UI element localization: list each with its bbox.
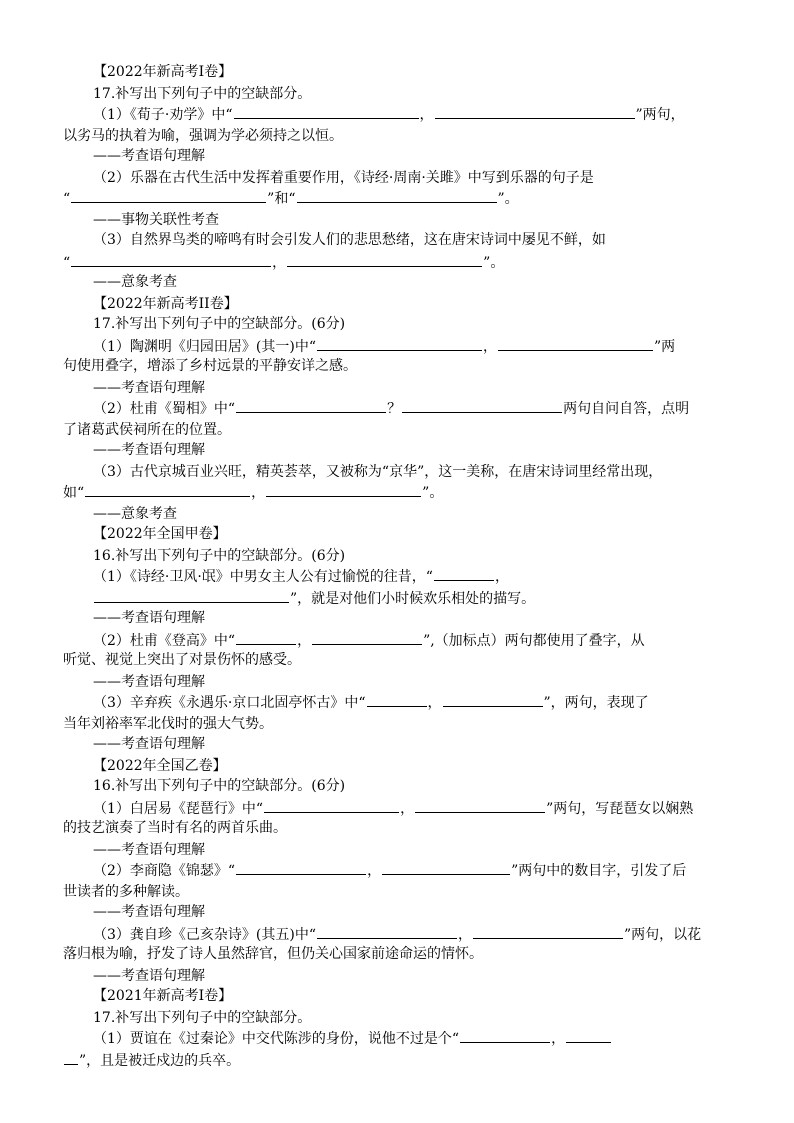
question-text: 世读者的多种解读。 (63, 884, 189, 900)
question-text: （2）杜甫《登高》中“ (93, 633, 236, 649)
blank-line[interactable] (64, 1050, 78, 1065)
question-text: ”两 (654, 339, 676, 355)
blank-line[interactable] (566, 1028, 611, 1043)
blank-line[interactable] (94, 588, 289, 603)
question-text: ， (419, 107, 434, 123)
question-text: ”两句，以花 (624, 927, 702, 943)
question-text: ”，就是对他们小时候欢乐相处的描写。 (290, 591, 536, 607)
question-text: ， (400, 801, 415, 817)
blank-line[interactable] (312, 630, 422, 645)
question-text: 了诸葛武侯祠所在的位置。 (63, 422, 231, 438)
question-line (63, 188, 519, 208)
question-text: ”两句， (635, 107, 685, 123)
question-text: （1）《诗经·卫风·氓》中男女主人公有过愉悦的往昔，“ (93, 569, 433, 585)
question-text: （1）陶渊明《归园田居》(其一)中“ (93, 339, 316, 355)
question-text: 句使用叠字，增添了乡村远景的平静安详之感。 (63, 358, 357, 374)
section-header: 【2022年全国甲卷】 (93, 526, 227, 542)
question-line (93, 1028, 612, 1048)
question-title: 17.补写出下列句子中的空缺部分。(6分) (93, 316, 346, 332)
question-text: （2）乐器在古代生活中发挥着重要作用，《诗经·周南·关雎》中写到乐器的句子是 (93, 170, 594, 186)
question-line (93, 104, 685, 124)
question-text: （3）龚自珍《己亥杂诗》(其五)中“ (93, 927, 316, 943)
question-text: ， (427, 695, 442, 711)
question-text: ， (494, 569, 509, 585)
question-line (63, 1050, 240, 1070)
question-text: （3）古代京城百业兴旺，精英荟萃，又被称为“京华”，这一美称，在唐宋诗词里经常出现， (93, 464, 663, 480)
blank-line[interactable] (266, 482, 421, 497)
question-text: ”,（加标点）两句都使用了叠字，从 (423, 633, 645, 649)
question-text: （3）辛弃疾《永遇乐·京口北固亭怀古》中“ (93, 695, 366, 711)
blank-line[interactable] (236, 398, 386, 413)
question-note: ——意象考查 (93, 506, 177, 522)
question-text: ”和“ (267, 191, 296, 207)
question-note: ——考查语句理解 (93, 610, 205, 626)
question-line (93, 692, 649, 712)
question-line (93, 924, 701, 944)
question-text: （1）贾谊在《过秦论》中交代陈涉的身份，说他不过是个“ (93, 1031, 460, 1047)
question-note: ——考查语句理解 (93, 442, 205, 458)
question-title: 16.补写出下列句子中的空缺部分。(6分) (93, 548, 346, 564)
question-note: ——事物关联性考查 (93, 212, 219, 228)
blank-line[interactable] (434, 566, 494, 581)
question-line (93, 566, 509, 586)
question-text: 两句自问自答，点明 (563, 401, 690, 417)
question-line (93, 630, 645, 650)
question-text: ， (551, 1031, 566, 1047)
blank-line[interactable] (498, 336, 653, 351)
blank-line[interactable] (71, 252, 271, 267)
question-text: ”。 (483, 255, 505, 271)
question-title: 17.补写出下列句子中的空缺部分。 (93, 1010, 312, 1026)
question-text: （2）李商隐《锦瑟》“ (93, 863, 236, 879)
question-line (93, 398, 689, 418)
question-text: “ (63, 191, 71, 207)
blank-line[interactable] (234, 104, 419, 119)
question-text: ”。 (422, 485, 444, 501)
blank-line[interactable] (287, 252, 482, 267)
question-text: ”。 (497, 191, 519, 207)
question-text: ， (483, 339, 497, 355)
question-text: ， (297, 633, 312, 649)
blank-line[interactable] (317, 336, 482, 351)
blank-line[interactable] (85, 482, 250, 497)
question-note: ——考查语句理解 (93, 842, 205, 858)
question-text: 以劣马的执着为喻，强调为学必须持之以恒。 (63, 128, 343, 144)
question-text: “ (63, 255, 71, 271)
question-text: （3）自然界鸟类的啼鸣有时会引发人们的悲思愁绪，这在唐宋诗词中屡见不鲜，如 (93, 232, 606, 248)
question-note: ——考查语句理解 (93, 736, 205, 752)
section-header: 【2022年全国乙卷】 (93, 758, 227, 774)
blank-line[interactable] (435, 104, 635, 119)
question-text: ， (251, 485, 266, 501)
blank-line[interactable] (382, 860, 510, 875)
blank-line[interactable] (236, 630, 296, 645)
question-note: ——考查语句理解 (93, 968, 205, 984)
blank-line[interactable] (317, 924, 457, 939)
question-text: （1）《荀子·劝学》中“ (93, 107, 233, 123)
blank-line[interactable] (402, 398, 562, 413)
question-note: ——考查语句理解 (93, 904, 205, 920)
question-text: 当年刘裕率军北伐时的强大气势。 (63, 716, 273, 732)
blank-line[interactable] (443, 692, 543, 707)
question-title: 16.补写出下列句子中的空缺部分。(6分) (93, 778, 346, 794)
question-text: ”，两句，表现了 (543, 695, 649, 711)
blank-line[interactable] (415, 798, 545, 813)
question-line (63, 482, 443, 502)
question-title: 17.补写出下列句子中的空缺部分。 (93, 86, 312, 102)
blank-line[interactable] (473, 924, 623, 939)
blank-line[interactable] (460, 1028, 550, 1043)
question-note: ——考查语句理解 (93, 674, 205, 690)
question-line (93, 798, 693, 818)
question-text: ？ (387, 401, 402, 417)
section-header: 【2021年新高考Ⅰ卷】 (93, 988, 233, 1004)
question-text: ”两句，写琵琶女以娴熟 (546, 801, 694, 817)
blank-line[interactable] (264, 798, 399, 813)
blank-line[interactable] (367, 692, 427, 707)
section-header: 【2022年新高考Ⅰ卷】 (93, 64, 233, 80)
blank-line[interactable] (71, 188, 266, 203)
question-text: 的技艺演奏了当时有名的两首乐曲。 (63, 820, 287, 836)
question-text: ， (272, 255, 287, 271)
section-header: 【2022年新高考II卷】 (93, 296, 238, 312)
question-text: 听觉、视觉上突出了对景伤怀的感受。 (63, 652, 301, 668)
question-text: ”两句中的数目字，引发了后 (511, 863, 687, 879)
question-note: ——意象考查 (93, 274, 177, 290)
question-note: ——考查语句理解 (93, 380, 205, 396)
question-text: （1）白居易《琵琶行》中“ (93, 801, 264, 817)
question-line (93, 860, 686, 880)
question-text: ”，且是被迁戍边的兵卒。 (79, 1053, 241, 1069)
question-text: （2）杜甫《蜀相》中“ (93, 401, 236, 417)
question-note: ——考查语句理解 (93, 148, 205, 164)
blank-line[interactable] (297, 188, 497, 203)
question-line (93, 336, 675, 356)
question-text: 落归根为喻，抒发了诗人虽然辞官，但仍关心国家前途命运的情怀。 (63, 946, 483, 962)
blank-line[interactable] (236, 860, 366, 875)
question-text: ， (458, 927, 472, 943)
question-line (93, 588, 535, 608)
question-text: 如“ (63, 485, 85, 501)
question-line (63, 252, 504, 272)
question-text: ， (367, 863, 382, 879)
